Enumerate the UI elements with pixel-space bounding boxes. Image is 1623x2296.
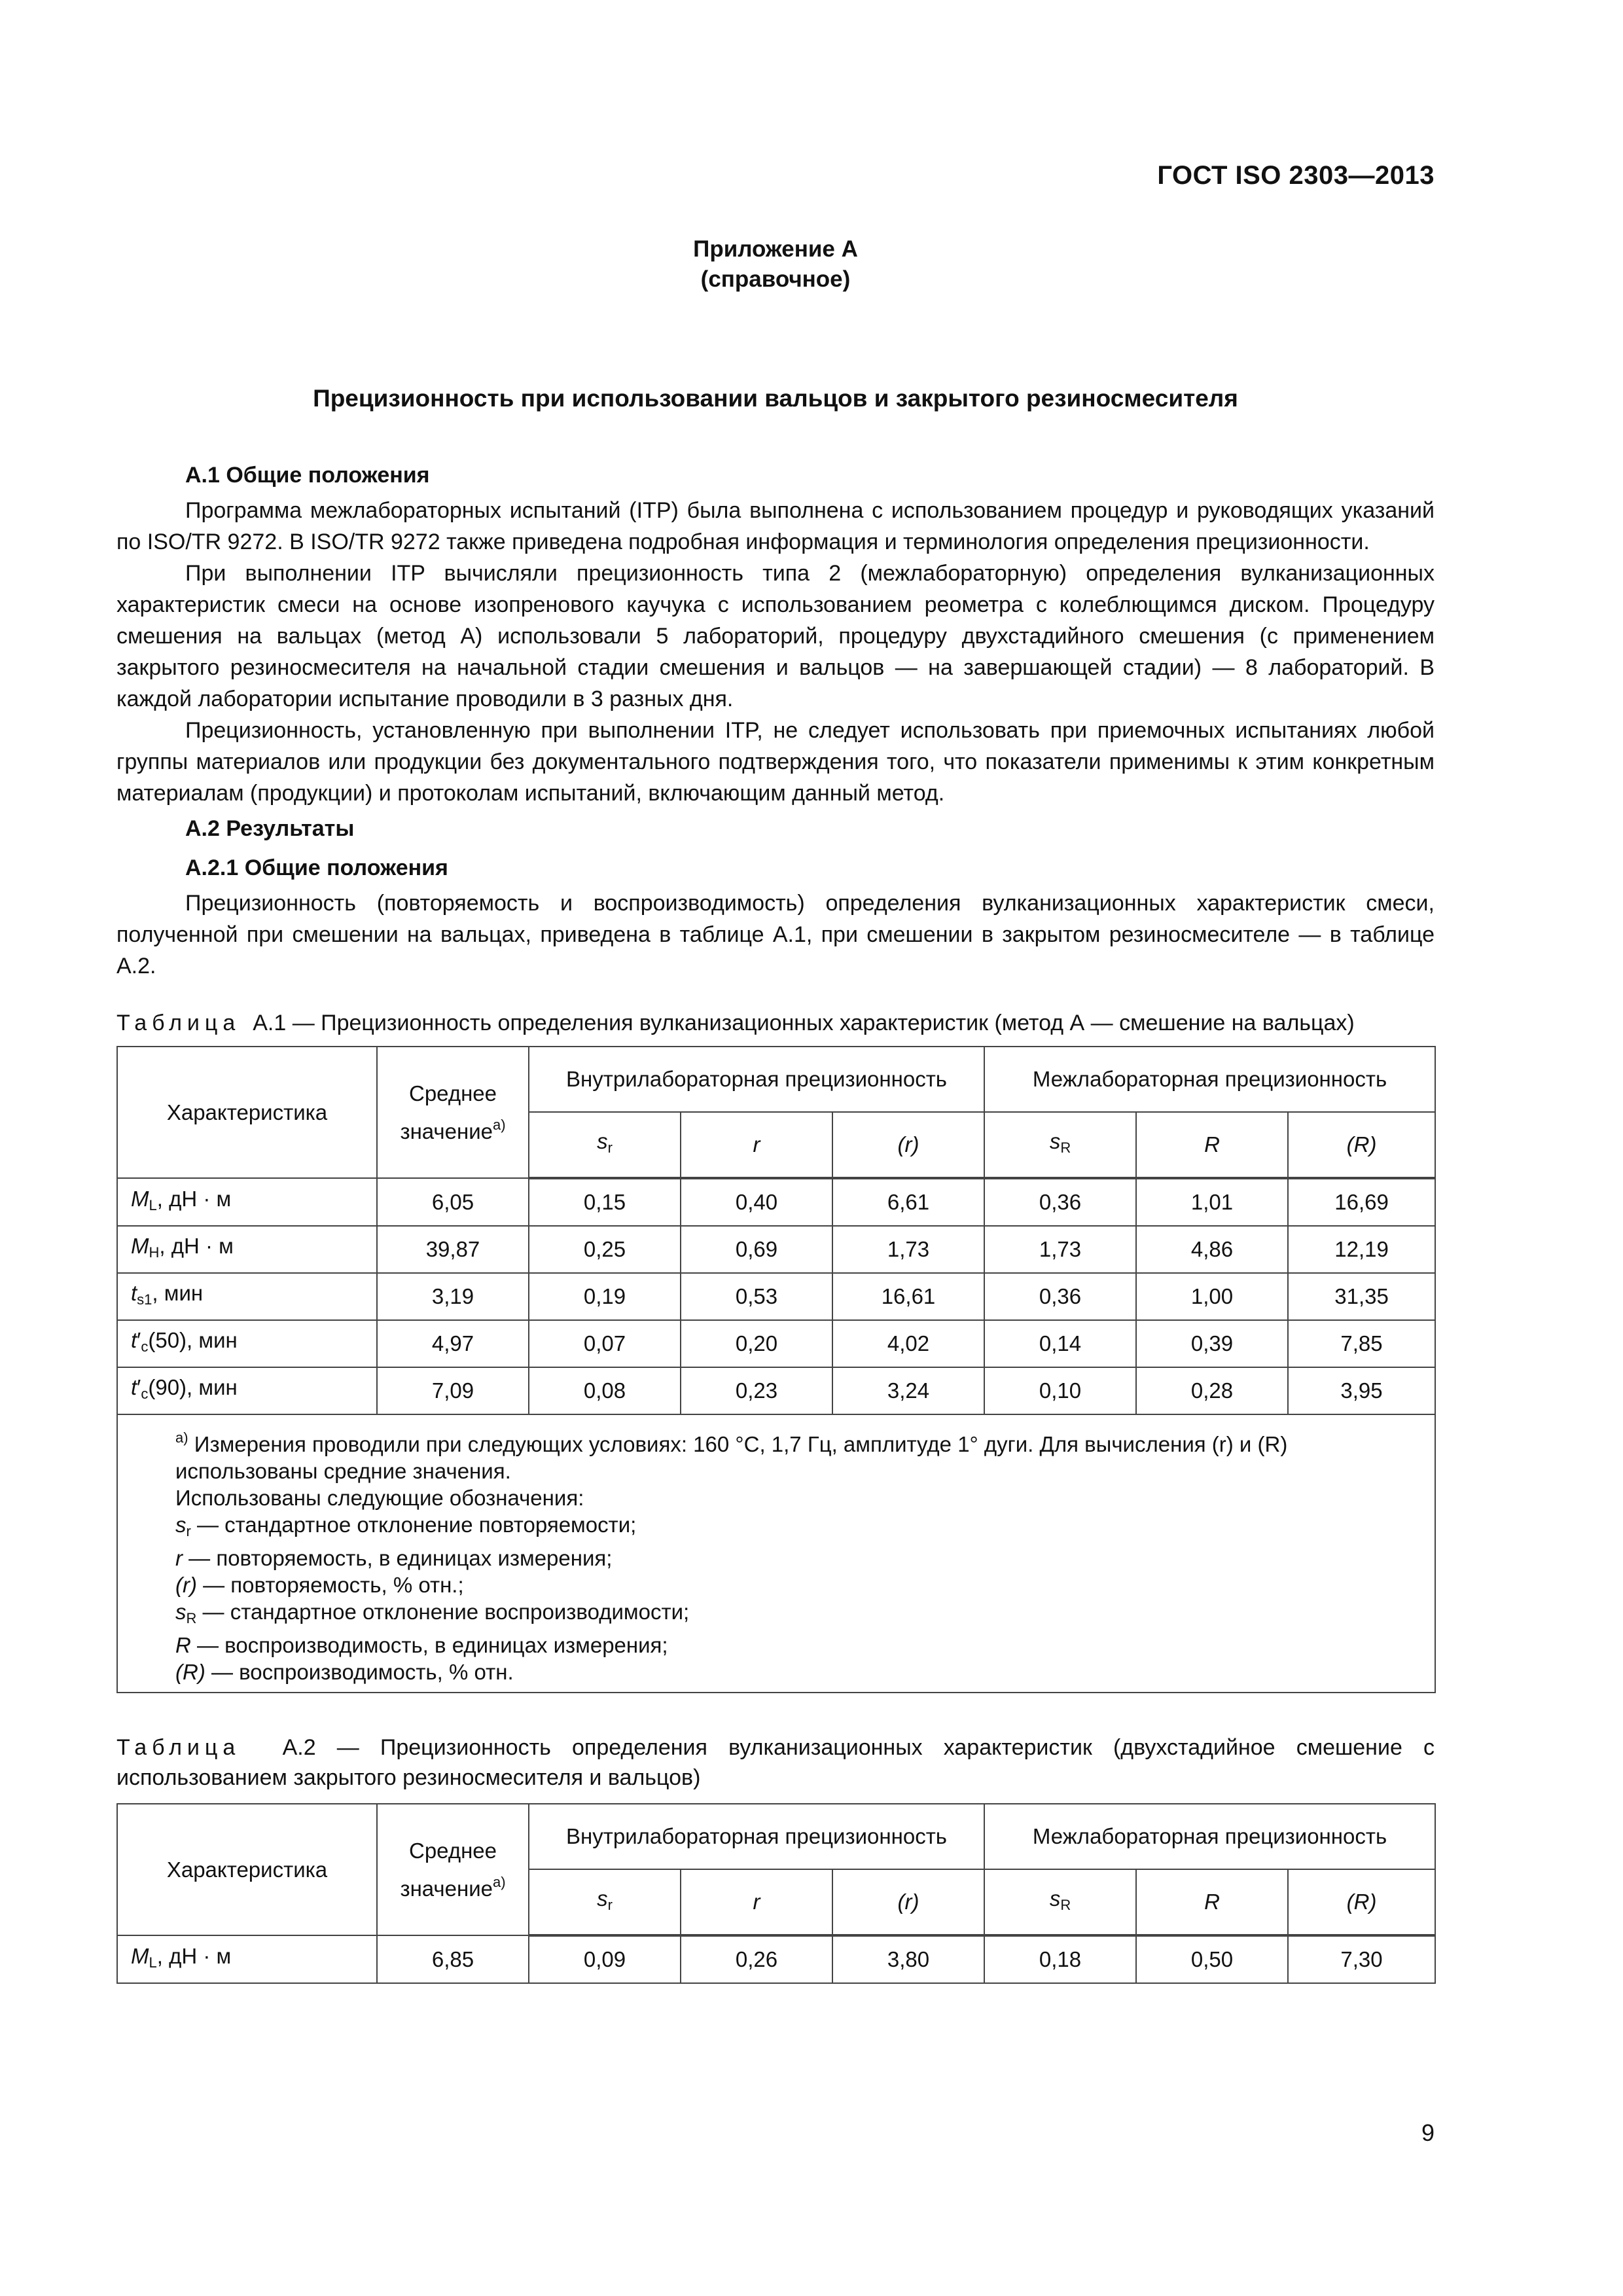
caption-text: А.2 — Прецизионность определения вулканизационных характеристик (двухстадийное смешение с использованием закрытого резиносмесителя и вальцов) bbox=[116, 1735, 1435, 1790]
paragraph: Прецизионность, установленную при выполнении ITP, не следует использовать при приемочных испытаниях любой группы материалов или продукции без документального подтверждения того, что показатели применимы к этим конкретным материалам (продукции) и протоколам испытаний, включающим данный метод. bbox=[116, 718, 1435, 806]
caption-word: Таблица bbox=[116, 1735, 241, 1760]
table-note bbox=[117, 1414, 1435, 1693]
cell: 0,07 bbox=[529, 1320, 681, 1367]
note-def: (R) — воспроизводимость, % отн. bbox=[175, 1660, 514, 1684]
cell: 0,10 bbox=[984, 1367, 1136, 1414]
cell: 7,09 bbox=[377, 1367, 529, 1414]
cell: 0,40 bbox=[681, 1178, 832, 1226]
cell: 39,87 bbox=[377, 1226, 529, 1273]
cell: 3,95 bbox=[1288, 1367, 1435, 1414]
cell: 0,53 bbox=[681, 1273, 832, 1320]
cell: 1,73 bbox=[832, 1226, 984, 1273]
note-line: $^{а)}$ Измерения проводили при следующих условиях: 160 °С, 1,7 Гц, амплитуде 1° дуги. Для вычисления (r) и (R) использованы средние значения. bbox=[175, 1429, 1288, 1483]
col-r: r bbox=[681, 1869, 832, 1935]
row-label: $t_{s1}$, мин bbox=[117, 1273, 377, 1320]
cell: 7,85 bbox=[1288, 1320, 1435, 1367]
col-between-lab: Межлабораторная прецизионность bbox=[984, 1047, 1435, 1112]
table-row bbox=[117, 1226, 1435, 1273]
table-row bbox=[117, 1273, 1435, 1320]
cell: 0,19 bbox=[529, 1273, 681, 1320]
cell: 0,69 bbox=[681, 1226, 832, 1273]
cell: 31,35 bbox=[1288, 1273, 1435, 1320]
cell: 0,09 bbox=[529, 1935, 681, 1983]
table2 bbox=[116, 1803, 1436, 1984]
appendix-heading bbox=[116, 234, 1435, 295]
table-row bbox=[117, 1367, 1435, 1414]
col-r-rel: (r) bbox=[832, 1869, 984, 1935]
cell: 4,97 bbox=[377, 1320, 529, 1367]
col-mean: Среднее значение$^{а)}$ bbox=[377, 1047, 529, 1178]
col-between-lab: Межлабораторная прецизионность bbox=[984, 1804, 1435, 1869]
note-def: R — воспроизводимость, в единицах измерения; bbox=[175, 1633, 668, 1657]
cell: 1,00 bbox=[1136, 1273, 1288, 1320]
page-number: 9 bbox=[1421, 2119, 1435, 2146]
col-R-rel: (R) bbox=[1288, 1869, 1435, 1935]
cell: 16,69 bbox=[1288, 1178, 1435, 1226]
paragraph: Прецизионность (повторяемость и воспроизводимость) определения вулканизационных характеристик смеси, полученной при смешении на вальцах, приведена в таблице А.1, при смешении в закрытом резиносмесителе — в таблице А.2. bbox=[116, 891, 1435, 978]
col-R-rel: (R) bbox=[1288, 1112, 1435, 1178]
cell: 0,20 bbox=[681, 1320, 832, 1367]
cell: 0,25 bbox=[529, 1226, 681, 1273]
cell: 0,15 bbox=[529, 1178, 681, 1226]
table-row bbox=[117, 1320, 1435, 1367]
col-r-rel: (r) bbox=[832, 1112, 984, 1178]
document-title: Прецизионность при использовании вальцов и закрытого резиносмесителя bbox=[313, 385, 1238, 412]
cell: 4,86 bbox=[1136, 1226, 1288, 1273]
note-def: (r) — повторяемость, % отн.; bbox=[175, 1573, 464, 1597]
cell: 16,61 bbox=[832, 1273, 984, 1320]
paragraph: При выполнении ITP вычисляли прецизионность типа 2 (межлабораторную) определения вулканизационных характеристик смеси на основе изопренового каучука с использованием реометра с колеблющимся диском. Процедуру смешения на вальцах (метод А) использовали 5 лабораторий, процедуру двухстадийного смешения (с применением закрытого резиносмесителя на начальной стадии смешения и вальцов — на завершающей стадии) — 8 лабораторий. В каждой лаборатории испытание проводили в 3 разных дня. bbox=[116, 561, 1435, 711]
col-sr: $s_r$ bbox=[529, 1869, 681, 1935]
cell: 0,08 bbox=[529, 1367, 681, 1414]
cell: 0,50 bbox=[1136, 1935, 1288, 1983]
body-text bbox=[116, 456, 1435, 1984]
table2-caption bbox=[116, 1732, 1435, 1793]
col-within-lab: Внутрилабораторная прецизионность bbox=[529, 1047, 984, 1112]
caption-word: Таблица bbox=[116, 1011, 241, 1035]
cell: 12,19 bbox=[1288, 1226, 1435, 1273]
document-page bbox=[116, 0, 1435, 2296]
table1 bbox=[116, 1046, 1436, 1693]
col-sR: $s_R$ bbox=[984, 1869, 1136, 1935]
cell: 6,85 bbox=[377, 1935, 529, 1983]
cell: 3,80 bbox=[832, 1935, 984, 1983]
cell: 4,02 bbox=[832, 1320, 984, 1367]
note-def: $s_r$ — стандартное отклонение повторяемости; bbox=[175, 1513, 637, 1539]
section-a21-heading: А.2.1 Общие положения bbox=[185, 855, 448, 880]
table1-caption bbox=[116, 1008, 1435, 1038]
cell: 1,73 bbox=[984, 1226, 1136, 1273]
col-r: r bbox=[681, 1112, 832, 1178]
caption-text: А.1 — Прецизионность определения вулканизационных характеристик (метод А — смешение на вальцах) bbox=[253, 1011, 1355, 1035]
cell: 0,36 bbox=[984, 1178, 1136, 1226]
table-row bbox=[117, 1935, 1435, 1983]
appendix-title: Приложение А bbox=[693, 236, 858, 262]
cell: 0,26 bbox=[681, 1935, 832, 1983]
cell: 3,19 bbox=[377, 1273, 529, 1320]
col-characteristic: Характеристика bbox=[117, 1047, 377, 1178]
note-line: Использованы следующие обозначения: bbox=[175, 1486, 584, 1510]
standard-header: ГОСТ ISO 2303—2013 bbox=[1157, 161, 1435, 190]
cell: 7,30 bbox=[1288, 1935, 1435, 1983]
cell: 0,28 bbox=[1136, 1367, 1288, 1414]
row-label: $M_L$, дН · м bbox=[117, 1178, 377, 1226]
section-a1-heading: А.1 Общие положения bbox=[185, 463, 430, 488]
col-characteristic: Характеристика bbox=[117, 1804, 377, 1935]
paragraph: Программа межлабораторных испытаний (ITP) была выполнена с использованием процедур и руководящих указаний по ISO/TR 9272. В ISO/TR 9272 также приведена подробная информация и терминология определения прецизионности. bbox=[116, 498, 1435, 554]
cell: 0,18 bbox=[984, 1935, 1136, 1983]
cell: 0,14 bbox=[984, 1320, 1136, 1367]
note-def: $s_R$ — стандартное отклонение воспроизводимости; bbox=[175, 1600, 690, 1626]
cell: 3,24 bbox=[832, 1367, 984, 1414]
col-R: R bbox=[1136, 1869, 1288, 1935]
section-a2-heading: А.2 Результаты bbox=[185, 816, 355, 841]
col-mean: Среднее значение$^{а)}$ bbox=[377, 1804, 529, 1935]
col-sr: $s_r$ bbox=[529, 1112, 681, 1178]
col-R: R bbox=[1136, 1112, 1288, 1178]
col-within-lab: Внутрилабораторная прецизионность bbox=[529, 1804, 984, 1869]
cell: 0,36 bbox=[984, 1273, 1136, 1320]
note-def: r — повторяемость, в единицах измерения; bbox=[175, 1546, 613, 1570]
col-sR: $s_R$ bbox=[984, 1112, 1136, 1178]
cell: 6,05 bbox=[377, 1178, 529, 1226]
cell: 0,23 bbox=[681, 1367, 832, 1414]
row-label: $M_L$, дН · м bbox=[117, 1935, 377, 1983]
cell: 6,61 bbox=[832, 1178, 984, 1226]
row-label: $M_H$, дН · м bbox=[117, 1226, 377, 1273]
cell: 1,01 bbox=[1136, 1178, 1288, 1226]
row-label: $t'_c(90)$, мин bbox=[117, 1367, 377, 1414]
appendix-kind: (справочное) bbox=[700, 266, 851, 292]
table-note-row bbox=[117, 1414, 1435, 1693]
table-row bbox=[117, 1178, 1435, 1226]
cell: 0,39 bbox=[1136, 1320, 1288, 1367]
row-label: $t'_c(50)$, мин bbox=[117, 1320, 377, 1367]
